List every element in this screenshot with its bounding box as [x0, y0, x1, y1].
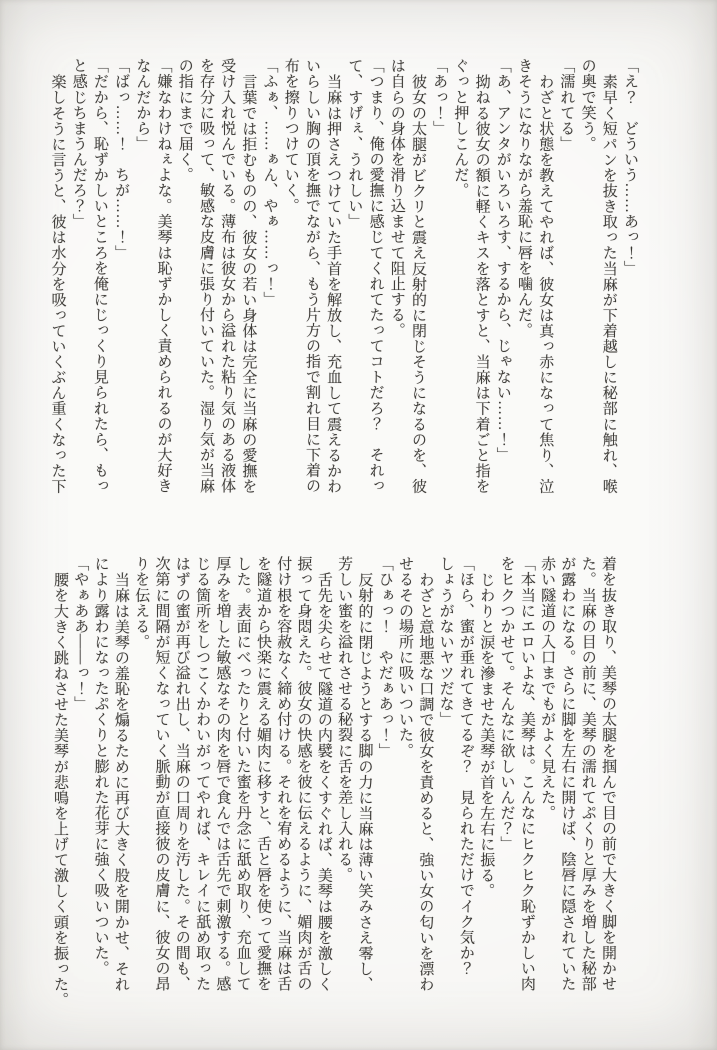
text-column: 「ふぁ、……ぁん、やぁ……っ！」 — [261, 58, 278, 307]
text-column: 次第に間隔が短くなっていく脈動が直接彼の皮膚に、彼女の昂 — [153, 556, 170, 992]
text-column: 「え？ どういう……あっ！」 — [622, 58, 638, 276]
text-column: 「濡れてる」 — [558, 58, 575, 152]
text-column: なんだから」 — [134, 58, 151, 152]
text-column: 着を抜き取り、美琴の太腿を掴んで目の前で大きく脚を開かせ — [600, 556, 616, 992]
text-column: の指にまで届く。 — [176, 58, 193, 183]
text-column: 「ばっ……！ ちが……！」 — [113, 58, 130, 261]
text-column: 厚みを増した敏感なその肉を唇で食んでは舌先で刺激する。感 — [214, 556, 231, 992]
text-column: 赤い隧道の入口までもがよく見えた。 — [539, 556, 556, 821]
text-column: はずの蜜が再び溢れ出し、当麻の口周りを汚した。その間も、 — [173, 556, 190, 992]
text-column: した。表面にべったりと付いた蜜を丹念に舐め取り、充血して — [234, 556, 251, 992]
text-column: 「ほら、蜜が垂れてきてるぞ？ 見られただけでイク気か？ — [457, 556, 474, 976]
text-column: 「あ、アンタがいろいろす、するから、じゃない……！」 — [494, 58, 511, 463]
text-column: ぐっと押しこんだ。 — [452, 58, 469, 198]
text-column: わざと状態を教えてやれば、彼女は真っ赤になって焦り、泣 — [537, 73, 554, 494]
text-block-top — [46, 58, 640, 506]
text-column: 「本当にエロいよな、美琴は。こんなにヒクヒク恥ずかしい肉 — [518, 556, 535, 992]
text-block-bottom — [48, 556, 618, 1008]
text-column: じる箇所をしつこくかわいがってやれば、キレイに舐め取った — [194, 556, 211, 992]
text-column: せるその場所に吸いついた。 — [397, 556, 414, 759]
text-column: わざと意地悪な口調で彼女を責めると、強い女の匂いを漂わ — [417, 571, 434, 992]
text-column: の奥で笑う。 — [579, 58, 596, 152]
text-column: 捩って身悶えた。彼女の快感を彼に伝えるように、媚肉が舌の — [295, 556, 312, 992]
text-column: と感じちまうんだろ？」 — [70, 58, 87, 230]
text-column: 素早く短パンを抜き取った当麻が下着越しに秘部に触れ、喉 — [600, 73, 617, 494]
text-column: により露わになったぷくりと膨れた花芽に強く吸いついた。 — [92, 556, 109, 976]
text-column: 反射的に閉じようとする脚の力に当麻は薄い笑みさえ零し、 — [356, 571, 373, 992]
text-column: 腰を大きく跳ねさせた美琴が悲鳴を上げて激しく頭を振った。 — [51, 571, 68, 1007]
text-column: 彼女の太腿がビクリと震え反射的に閉じそうになるのを、彼 — [409, 73, 426, 494]
text-column: 「嫌なわけねぇよな。美琴は恥ずかしく責められるのが大好き — [155, 58, 172, 494]
text-column: を存分に吸って、敏感な皮膚に張り付いていた。湿り気が当麻 — [197, 58, 214, 494]
text-column: 舌先を尖らせて隧道の内襞をくすぐれば、美琴は腰を激しく — [315, 571, 332, 992]
text-column: 言葉では拒むものの、彼女の若い身体は完全に当麻の愛撫を — [240, 73, 257, 494]
text-column: を隧道から快楽に震える媚肉に移すと、舌と唇を使って愛撫を — [254, 556, 271, 992]
text-column: が露わになる。さらに脚を左右に開けば、陰唇に隠されていた — [559, 556, 576, 992]
text-column: 「あっ！」 — [431, 58, 448, 136]
text-column: 芳しい蜜を溢れさせる秘裂に舌を差し入れる。 — [336, 556, 353, 883]
text-column: 当麻は美琴の羞恥を煽るために再び大きく股を開かせ、それ — [112, 571, 129, 992]
text-column: 「つまり、俺の愛撫に感じてくれてたってコトだろ？ それっ — [367, 58, 384, 494]
text-column: 「ひぁっ！ やだぁあっ！」 — [376, 556, 393, 759]
text-column: 拗ねる彼女の額に軽くキスを落とすと、当麻は下着ごと指を — [473, 73, 490, 494]
text-column: 受け入れ悦んでいる。薄布は彼女から溢れた粘り気のある液体 — [219, 58, 236, 494]
text-column: 楽しそうに言うと、彼は水分を吸っていくぶん重くなった下 — [49, 73, 66, 494]
text-column: て、すげぇ、うれしい」 — [346, 58, 363, 230]
text-column: 付け根を容赦なく締め付ける。それを宥めるように、当麻は舌 — [275, 556, 292, 992]
text-column: 「やぁああ――っ！」 — [72, 556, 89, 712]
text-column: 「だから、恥ずかしいところを俺にじっくり見られたら、もっ — [91, 58, 108, 494]
text-column: じわりと涙を滲ませた美琴が首を左右に振る。 — [478, 571, 495, 899]
text-column: りを伝える。 — [133, 556, 150, 650]
text-column: いらしい胸の頂を撫でながら、もう片方の指で割れ目に下着の — [303, 58, 320, 494]
text-column: は自らの身体を滑り込ませて阻止する。 — [388, 58, 405, 338]
text-column: 当麻は押さえつけていた手首を解放し、充血して震えるかわ — [325, 73, 342, 494]
text-column: しょうがないヤツだな」 — [437, 556, 454, 728]
text-column: をヒクつかせて。そんなに欲しいんだ？」 — [498, 556, 515, 852]
text-column: きそうになりながら羞恥に唇を噛んだ。 — [515, 58, 532, 338]
text-column: た。当麻の目の前に、美琴の濡れてぷくりと厚みを増した秘部 — [579, 556, 596, 992]
text-column: 布を擦りつけていく。 — [282, 58, 299, 214]
